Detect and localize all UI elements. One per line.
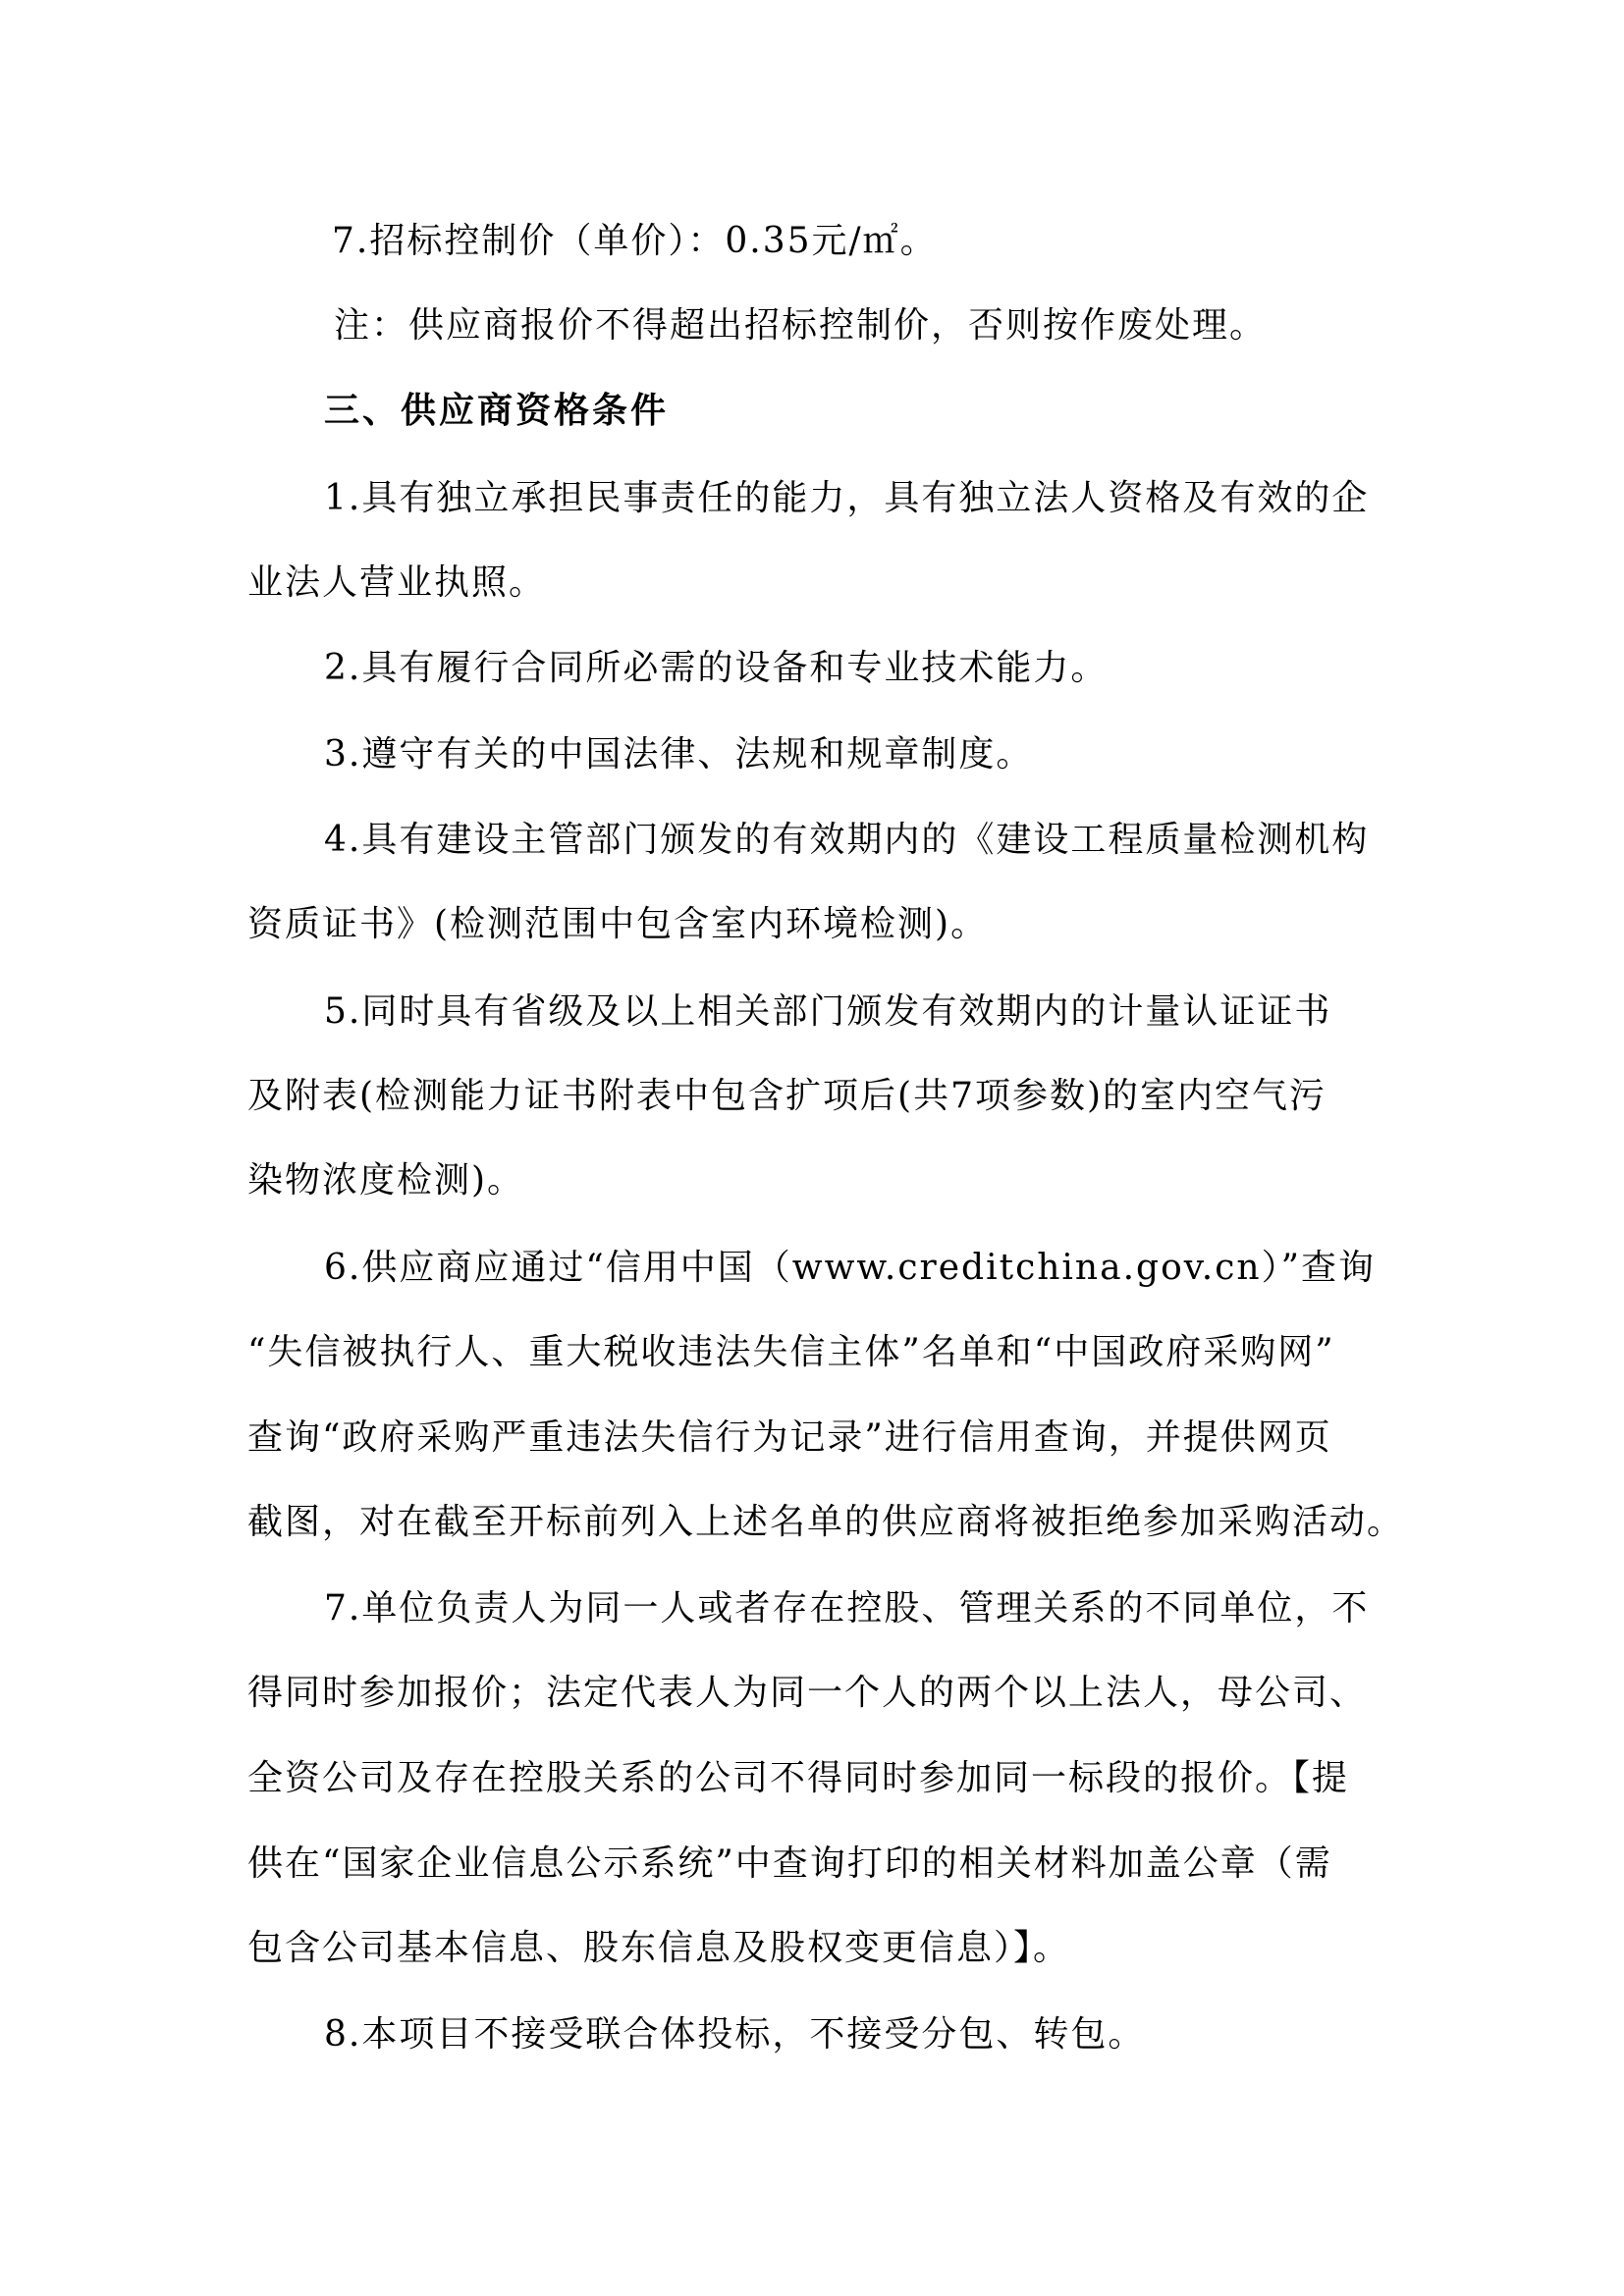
item-2-line-1: 2.具有履行合同所必需的设备和专业技术能力。 [324,648,1109,688]
item-7-line-3: 全资公司及存在控股关系的公司不得同时参加同一标段的报价。【提 [247,1758,1350,1798]
item-8-line-1: 8.本项目不接受联合体投标，不接受分包、转包。 [324,2014,1146,2055]
item-6-line-1: 6.供应商应通过“信用中国（www.creditchina.gov.cn）”查询 [324,1248,1377,1288]
item-7-line-2: 得同时参加报价；法定代表人为同一个人的两个以上法人，母公司、 [247,1673,1368,1713]
item-5-line-1: 5.同时具有省级及以上相关部门颁发有效期内的计量认证证书 [324,991,1332,1032]
item-7-line-1: 7.单位负责人为同一人或者存在控股、管理关系的不同单位，不 [324,1588,1370,1629]
note-line: 注：供应商报价不得超出招标控制价，否则按作废处理。 [334,305,1268,346]
item-1-line-2: 业法人营业执照。 [247,562,547,603]
item-6-line-2: “失信被执行人、重大税收违法失信主体”名单和“中国政府采购网” [247,1332,1335,1372]
item-6-line-4: 截图，对在截至开标前列入上述名单的供应商将被拒绝参加采购活动。 [247,1502,1405,1542]
item-5-line-2: 及附表(检测能力证书附表中包含扩项后(共7项参数)的室内空气污 [247,1076,1327,1116]
item-1-line-1: 1.具有独立承担民事责任的能力，具有独立法人资格及有效的企 [324,478,1370,518]
item-3-line-1: 3.遵守有关的中国法律、法规和规章制度。 [324,734,1034,774]
bid-control-price-line: 7.招标控制价（单价）：0.35元/㎡。 [332,221,938,261]
item-4-line-2: 资质证书》(检测范围中包含室内环境检测)。 [247,904,989,944]
item-7-line-5: 包含公司基本信息、股东信息及股权变更信息）】。 [247,1928,1071,1968]
item-4-line-1: 4.具有建设主管部门颁发的有效期内的《建设工程质量检测机构 [324,820,1370,860]
item-7-line-4: 供在“国家企业信息公示系统”中查询打印的相关材料加盖公章（需 [247,1843,1332,1884]
item-5-line-3: 染物浓度检测)。 [247,1160,525,1201]
section-heading: 三、供应商资格条件 [324,391,670,431]
item-6-line-3: 查询“政府采购严重违法失信行为记录”进行信用查询，并提供网页 [247,1417,1332,1458]
